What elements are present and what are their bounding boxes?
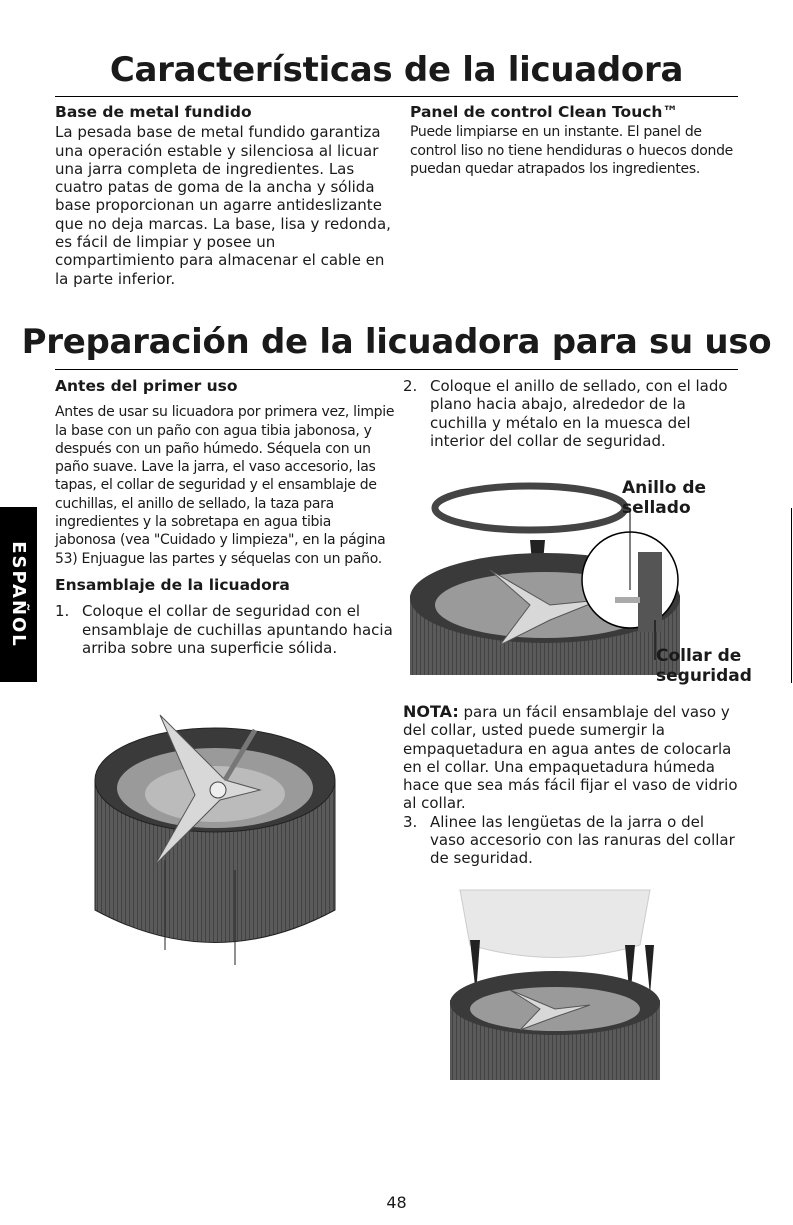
step-2 <box>403 377 733 450</box>
section-title-preparation: Preparación de la licuadora para su uso <box>21 322 772 362</box>
note-text: para un fácil ensamblaje del vaso y del collar, usted puede sumergir la empaquetadura en agua antes de colocarla en el collar. Una empaquetadura húmeda hace que sea más fácil fijar el vaso de vidrio al collar. <box>403 703 738 813</box>
callout-sealing-ring: Anillo de sellado <box>622 478 707 518</box>
margin-line <box>791 508 792 683</box>
first-use-heading: Antes del primer uso <box>55 377 238 395</box>
feature-base-heading: Base de metal fundido <box>55 103 252 121</box>
step-2-block <box>403 377 733 450</box>
title-divider <box>55 96 738 97</box>
step-1 <box>55 602 395 657</box>
step-3 <box>403 813 743 868</box>
feature-base-text: La pesada base de metal fundido garantiza una operación estable y silenciosa al licuar una jarra completa de ingredientes. Las cuatro patas de goma de la ancha y sólida base proporcionan un agarre antideslizante que no deja marcas. La base, lisa y redonda, es fácil de limpiar y posee un compartimiento para almacenar el cable en la parte inferior. <box>55 123 391 288</box>
note-label: NOTA: <box>403 702 459 721</box>
jar-alignment-illustration <box>440 885 670 1080</box>
step-text: Coloque el collar de seguridad con el ensamblaje de cuchillas apuntando hacia arriba sobre una superficie sólida. <box>82 602 393 657</box>
step-number: 1. <box>55 602 70 621</box>
first-use-section <box>55 377 395 657</box>
title-divider <box>55 369 738 370</box>
feature-panel <box>410 103 740 178</box>
step-text: Coloque el anillo de sellado, con el lado plano hacia abajo, alrededor de la cuchilla y métalo en la muesca del interior del collar de seguridad. <box>430 377 728 450</box>
page-number: 48 <box>386 1193 407 1212</box>
assembly-heading: Ensamblaje de la licuadora <box>55 575 290 594</box>
section-title-features: Características de la licuadora <box>109 50 684 90</box>
step-number: 2. <box>403 377 418 395</box>
note <box>403 703 743 813</box>
first-use-text: Antes de usar su licuadora por primera vez, limpie la base con un paño con agua tibia jabonosa, y después con un paño húmedo. Séquela con un paño suave. Lave la jarra, el vaso accesorio, las tapas, el collar de seguridad y el ensamblaje de cuchillas, el anillo de sellado, la taza para ingredientes y la sobretapa en agua tibia jabonosa (vea "Cuidado y limpieza", en la página 53) Enjuague las partes y séquelas con un paño. <box>55 404 395 567</box>
callout-safety-collar: Collar de seguridad <box>656 646 752 686</box>
note-and-step-3 <box>403 703 743 868</box>
collar-blade-illustration <box>85 710 345 970</box>
feature-base <box>55 103 395 288</box>
language-tab-label: ESPAÑOL <box>8 541 30 648</box>
feature-panel-heading: Panel de control Clean Touch™ <box>410 103 678 121</box>
step-number: 3. <box>403 812 418 831</box>
feature-panel-text: Puede limpiarse en un instante. El panel de control liso no tiene hendiduras o huecos donde puedan quedar atrapados los ingredientes. <box>410 124 733 177</box>
step-text: Alinee las lengüetas de la jarra o del vaso accesorio con las ranuras del collar de seguridad. <box>430 812 735 868</box>
language-tab <box>0 507 37 682</box>
